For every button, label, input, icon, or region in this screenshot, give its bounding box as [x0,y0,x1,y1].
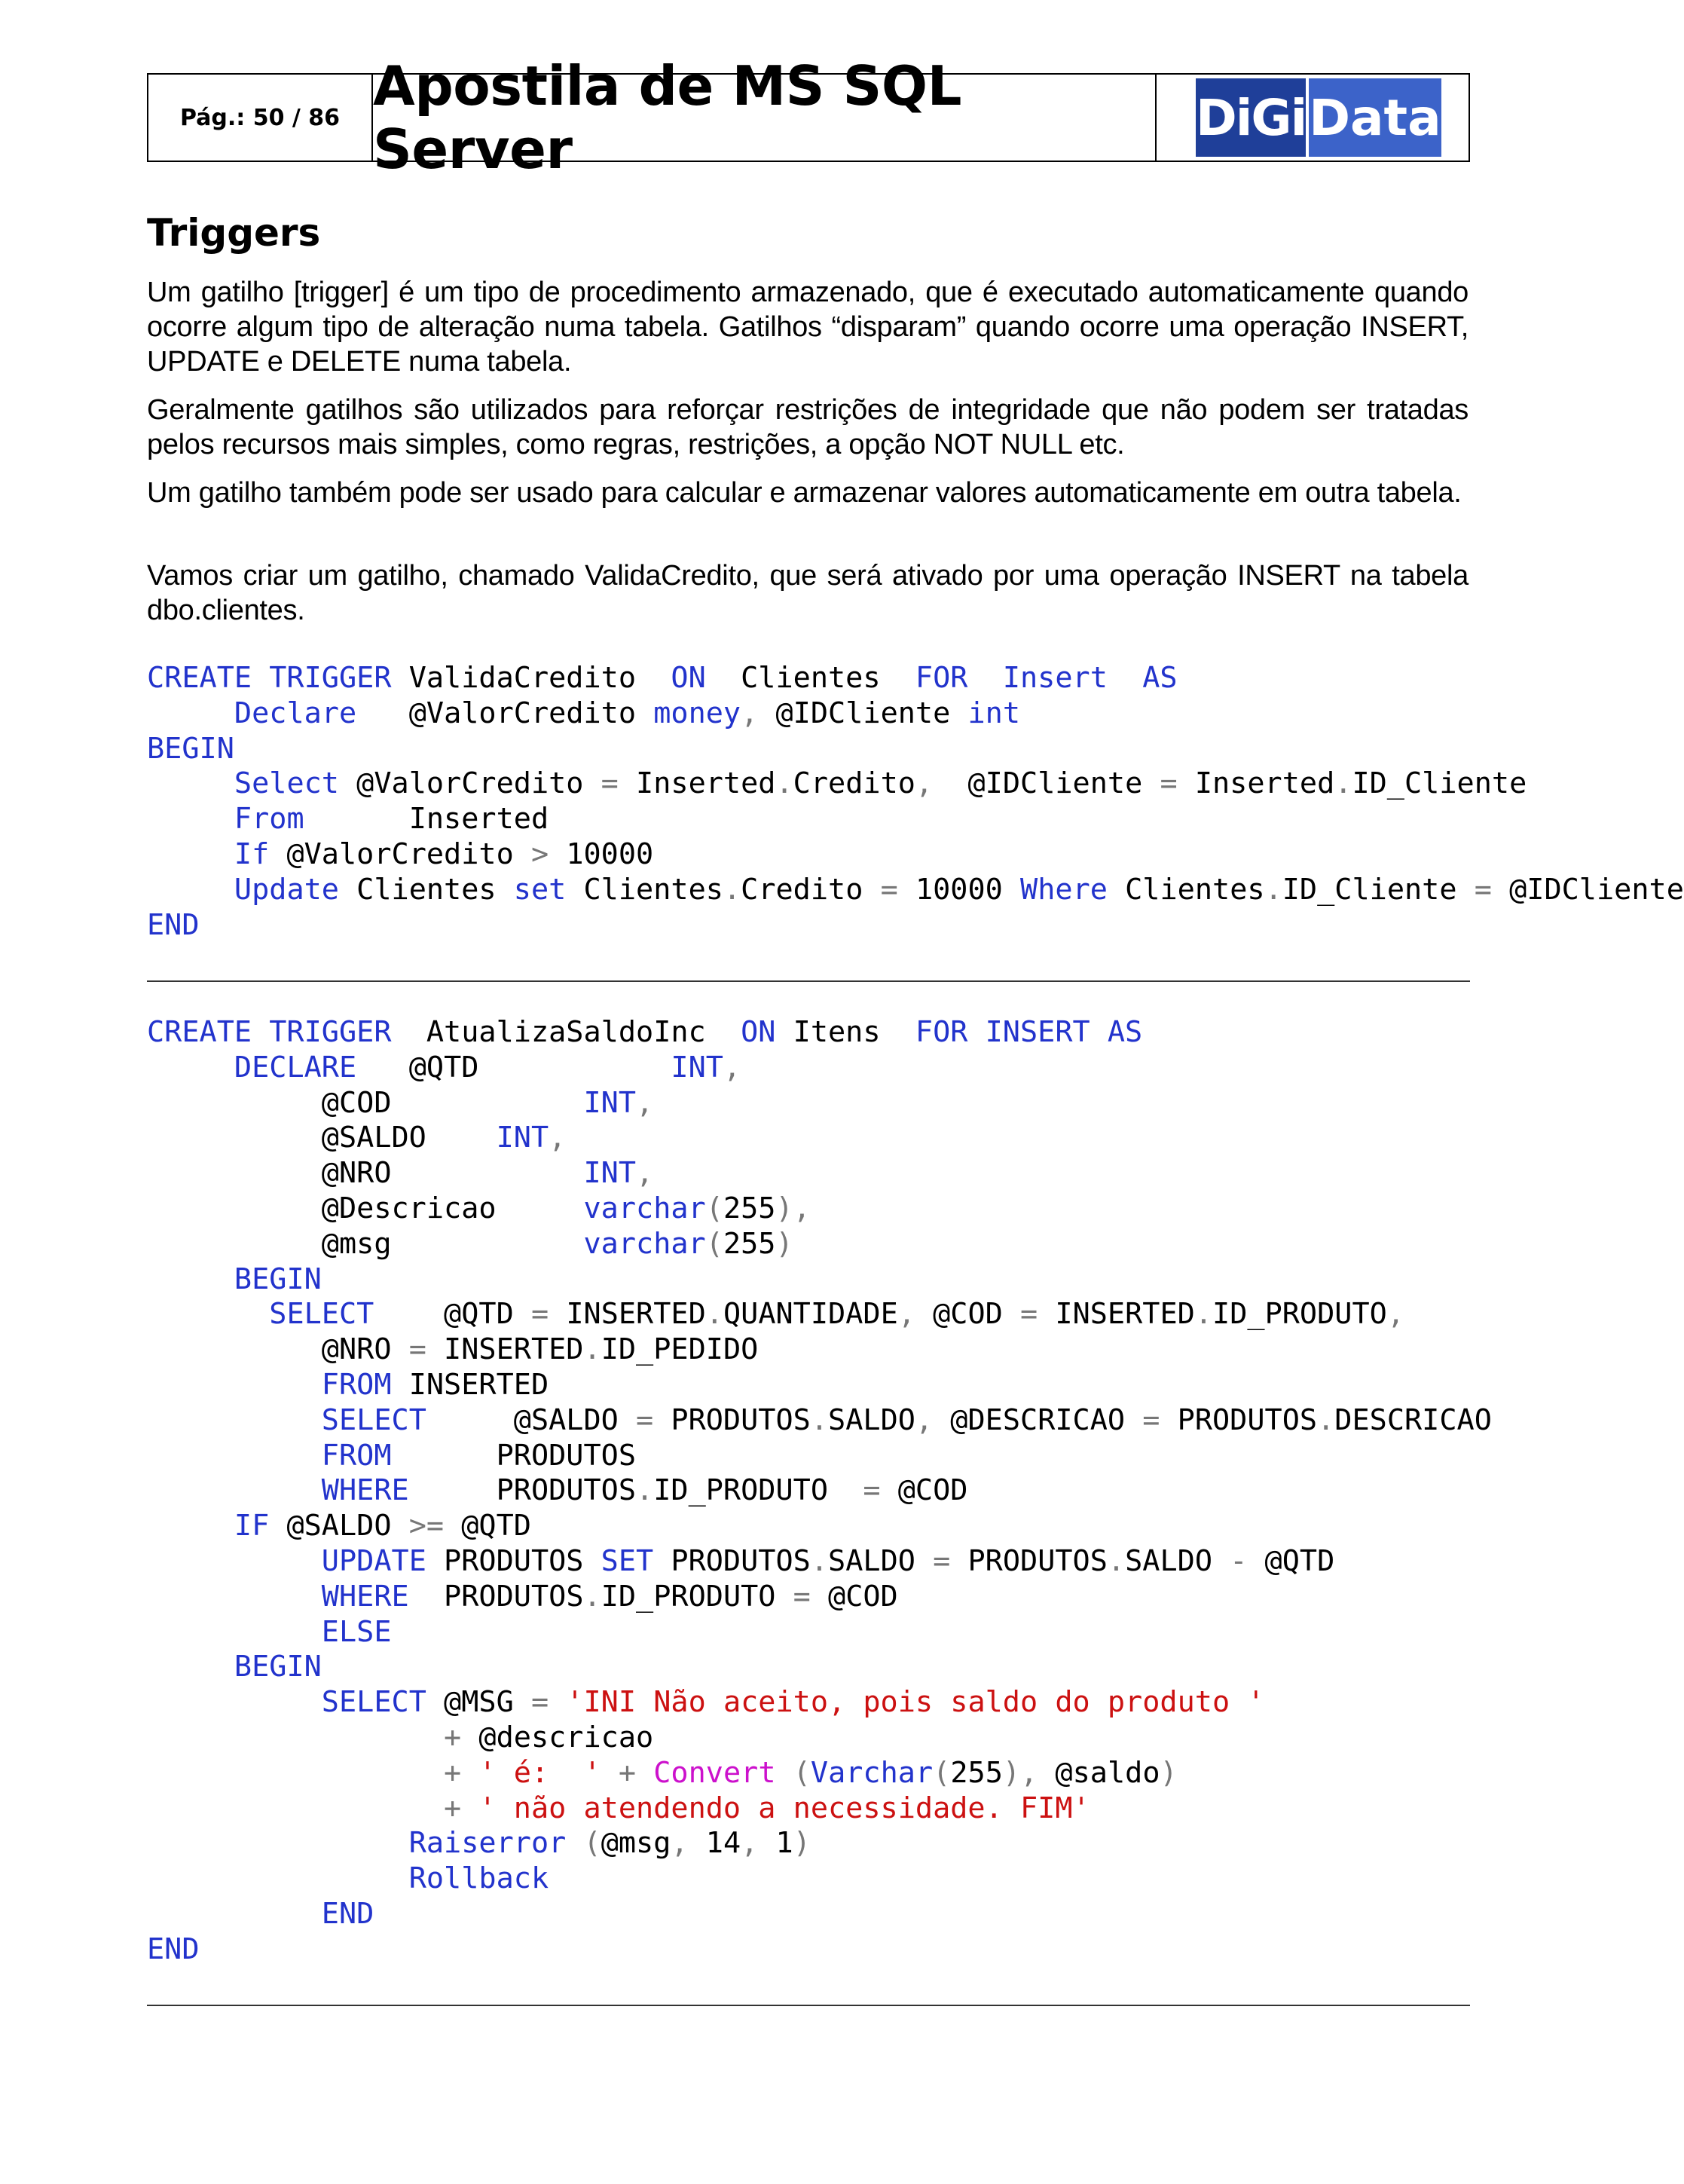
code-token: Inserted [304,802,549,837]
code-token [566,1826,583,1860]
code-token: = [408,1332,426,1367]
code-line [147,872,1684,908]
code-token: ( [793,1755,811,1790]
code-token: FROM [321,1367,392,1402]
code-token: @COD [147,1085,584,1120]
code-token: @QTD [374,1297,531,1332]
code-token: ID_Cliente [1282,872,1475,907]
code-line [147,837,1470,873]
code-token: + [444,1720,462,1754]
code-token: , [671,1826,689,1861]
code-token: IF [234,1509,270,1543]
code-token: Raiserror [408,1826,567,1861]
code-token: Clientes [566,872,723,907]
code-line [147,1051,1470,1086]
code-token [147,1580,322,1614]
code-token: @IDCliente [933,766,1160,801]
code-token [461,1791,478,1825]
code-token: PRODUTOS [391,1438,637,1473]
code-token: @COD [880,1473,968,1508]
code-token: = [933,1543,951,1578]
code-token: . [636,1473,654,1508]
code-token: 1 [758,1826,793,1861]
code-token: , [741,696,759,730]
code-token: SET [601,1543,654,1578]
code-line [147,1191,1470,1227]
code-line [147,661,1470,696]
code-token: Declare [234,696,357,730]
code-token: INT [496,1121,549,1155]
code-token [147,1861,409,1895]
code-token: Insert [1002,661,1108,695]
code-token: ), [775,1191,811,1225]
code-token: @NRO [147,1156,584,1191]
code-line [147,732,1470,767]
code-line [147,1721,1470,1756]
code-token: AS [1142,661,1178,695]
code-token: = [880,872,898,907]
code-token: varchar [583,1191,706,1225]
code-line [147,1439,1470,1474]
code-token: 'INI Não aceito, pois saldo do produto ' [566,1685,1265,1720]
code-token: , [549,1121,567,1155]
code-line [147,1685,1470,1721]
code-token: . [1194,1297,1213,1332]
code-line [147,1297,1470,1332]
code-token: @ValorCredito [356,696,654,730]
code-token: ON [741,1015,776,1049]
code-token: = [636,1402,654,1437]
divider [147,980,1470,982]
code-token: ON [671,661,706,695]
code-line [147,1544,1470,1580]
code-token: SALDO [828,1543,934,1578]
code-token: , [915,766,934,801]
code-token: BEGIN [147,731,234,766]
code-line [147,766,1527,802]
code-token: = [1474,872,1492,907]
code-token: ID_PRODUTO [601,1579,793,1614]
code-token: END [147,1932,200,1966]
code-token: 10000 [549,837,654,871]
code-token: varchar [583,1226,706,1261]
paragraph: Um gatilho também pode ser usado para calcular e armazenar valores automaticamente em outra tabela. [147,477,1462,509]
code-token: = [863,1473,881,1508]
code-token: ' é: ' [478,1755,601,1790]
code-token: Clientes [338,872,514,907]
code-token: = [1160,766,1178,801]
code-token: QUANTIDADE [723,1297,898,1332]
code-token: . [810,1402,829,1437]
code-token: INT [671,1050,723,1084]
code-token: @SALDO [269,1509,409,1543]
code-token [147,1721,444,1754]
code-token: SELECT [321,1402,426,1437]
code-token: @saldo [1038,1755,1160,1790]
code-token: AtualizaSaldoInc [391,1015,741,1049]
code-token: = [530,1297,549,1332]
code-token: . [1334,766,1352,801]
code-token: WHERE [321,1579,409,1614]
code-token [147,873,234,907]
code-token: @IDCliente [1491,872,1684,907]
code-token: PRODUTOS [653,1402,811,1437]
code-token: PRODUTOS [950,1543,1108,1578]
code-token: @msg [601,1826,671,1861]
code-line [147,1156,1470,1191]
code-line [147,1756,1470,1791]
code-token: ) [775,1226,793,1261]
code-token: @msg [147,1226,584,1261]
code-token: ValidaCredito [391,661,671,695]
code-token: = [793,1579,811,1614]
code-token: @ValorCredito [269,837,531,871]
code-token: ID_PEDIDO [601,1332,759,1367]
code-token: Update [234,872,339,907]
logo-cell [1157,75,1469,161]
code-token [147,837,234,871]
paragraph: Vamos criar um gatilho, chamado ValidaCredito, que será ativado por uma operação INSERT na tabela dbo.clientes. [147,560,1469,626]
code-token: Clientes [1107,872,1265,907]
code-token: @COD [915,1297,1021,1332]
code-token: Clientes [705,661,915,695]
code-token: + [444,1791,462,1825]
code-token: PRODUTOS [1160,1402,1318,1437]
code-token [147,1791,444,1825]
logo-text-data: Data [1306,78,1441,157]
code-token: @QTD [1247,1543,1335,1578]
code-token: PRODUTOS [408,1579,584,1614]
code-token: ID_Cliente [1352,766,1527,801]
code-line [147,1861,1470,1897]
code-line [147,1932,1470,1968]
code-token: 255 [950,1755,1003,1790]
code-token: . [723,872,741,907]
code-token: money [653,696,741,730]
code-token: INSERTED [1038,1297,1195,1332]
code-line [147,1015,1470,1051]
code-token: INT [583,1085,637,1120]
code-line [147,908,1470,944]
code-token [147,1650,234,1684]
code-token: . [705,1297,723,1332]
code-token: . [583,1579,601,1614]
code-token: ( [583,1826,601,1861]
page-number: Pág.: 50 / 86 [148,75,373,161]
code-token: 10000 [897,872,1021,907]
code-token [1108,661,1142,695]
code-token [147,1439,322,1473]
code-token: = [1142,1402,1160,1437]
code-token [147,1509,234,1543]
code-line [147,1826,1470,1861]
code-token: Inserted [1177,766,1335,801]
code-token: = [1020,1297,1038,1332]
code-token [967,661,1002,695]
code-block-validacredito [147,661,1684,943]
code-token: @QTD [356,1050,671,1084]
code-token [147,766,234,800]
code-token [147,1544,322,1578]
code-token: , [915,1402,934,1437]
code-line [147,1402,1492,1439]
code-token: @COD [810,1579,898,1614]
code-token [147,1473,322,1507]
code-token: BEGIN [234,1262,322,1296]
code-token: + [444,1755,462,1790]
code-token: SALDO [828,1402,915,1437]
code-line [147,1368,1470,1403]
code-token: ELSE [321,1614,392,1649]
code-line [147,1650,1470,1685]
code-token: ) [793,1826,811,1861]
code-token: , [636,1085,654,1120]
code-line [147,1121,1470,1156]
code-token: Inserted [618,766,776,801]
logo-text-digi: DiGi [1196,78,1306,157]
code-token: ( [705,1191,723,1225]
code-token: @SALDO [426,1402,637,1437]
code-token: Rollback [408,1861,549,1896]
code-token: . [583,1332,601,1367]
code-token: FOR [915,661,968,695]
code-token [147,1051,234,1084]
code-token: DECLARE [234,1050,357,1084]
code-token: - [1230,1543,1248,1578]
code-token: @IDCliente [758,696,968,730]
code-token [461,1756,478,1790]
code-token: CREATE TRIGGER [147,1015,392,1049]
code-line [147,1332,1470,1368]
code-token: , [897,1297,915,1332]
code-token: DESCRICAO [1334,1402,1492,1437]
code-token: . [1264,872,1282,907]
code-token: ID_PRODUTO [653,1473,863,1508]
code-token [147,802,234,836]
code-token: PRODUTOS [653,1543,811,1578]
code-token: UPDATE [321,1543,426,1578]
code-token [147,1826,409,1860]
code-token: ID_PRODUTO [1212,1297,1387,1332]
code-token: > [530,837,549,871]
code-token: >= [408,1509,445,1543]
code-token: , [723,1050,741,1084]
code-token: = [530,1685,549,1720]
code-token: Itens [775,1015,915,1049]
code-token: @Descricao [147,1191,584,1225]
code-token: ' não atendendo a necessidade. FIM' [478,1791,1090,1825]
code-token: Select [234,766,339,801]
code-token: , [636,1156,654,1191]
code-token [776,1756,793,1790]
code-line [147,1791,1470,1827]
code-token: INSERTED [426,1332,584,1367]
page-header [147,54,1470,181]
code-token: + [618,1755,637,1790]
code-line [147,1615,1470,1650]
code-token: FOR INSERT AS [915,1015,1143,1049]
code-token [601,1756,619,1790]
code-line [147,1897,1470,1932]
code-token: Convert [653,1755,776,1790]
code-token: PRODUTOS [426,1543,601,1578]
code-token: Credito [793,766,915,801]
code-token: @NRO [147,1332,409,1367]
code-token [636,1756,653,1790]
code-token [147,1897,322,1931]
code-token: BEGIN [234,1650,322,1684]
code-line [147,1473,1470,1509]
code-token: Credito [741,872,881,907]
code-token: . [810,1543,829,1578]
code-token: SALDO [1125,1543,1230,1578]
code-token: , [1386,1297,1405,1332]
code-token: . [775,766,793,801]
code-line [147,802,1470,837]
code-token: @ValorCredito [338,766,601,801]
code-token [549,1685,566,1719]
code-line [147,1086,1470,1121]
code-block-atualizasaldoinc [147,1015,1492,1968]
code-token: ( [705,1226,723,1261]
code-token: 255 [723,1226,776,1261]
code-line [147,1227,1470,1262]
code-token: . [1107,1543,1126,1578]
code-token: From [234,802,304,837]
code-token [147,1685,322,1719]
code-token: . [1317,1402,1335,1437]
section-heading: Triggers [147,211,321,255]
digidata-logo [1196,78,1441,157]
code-token: @MSG [426,1685,531,1720]
code-token: ) [1160,1755,1178,1790]
code-token [147,1368,322,1402]
code-token: END [147,907,200,942]
code-token: @QTD [444,1509,531,1543]
code-token [147,1756,444,1790]
code-token: 14 [688,1826,741,1861]
code-token: FROM [321,1438,392,1473]
code-token: CREATE TRIGGER [147,661,392,695]
code-token: INSERTED [549,1297,706,1332]
code-token: INSERTED [391,1367,549,1402]
code-token: int [967,696,1021,730]
code-line [147,1580,1470,1615]
code-token: Varchar [810,1755,934,1790]
code-line [147,1509,1470,1544]
code-token: = [601,766,619,801]
code-line [147,1262,1470,1298]
code-token: set [513,872,567,907]
code-token [147,1262,234,1296]
code-token: If [234,837,270,871]
document-title: Apostila de MS SQL Server [373,75,1157,161]
code-token: @SALDO [147,1121,497,1155]
paragraph: Geralmente gatilhos são utilizados para reforçar restrições de integridade que não podem ser tratadas pelos recursos mais simples, como regras, restrições, a opção NOT NULL etc. [147,394,1469,460]
paragraph: Um gatilho [trigger] é um tipo de procedimento armazenado, que é executado automaticamente quando ocorre algum tipo de alteração numa tabela. Gatilhos “disparam” quando ocorre uma operação INSERT, UPDATE e DELETE numa tabela. [147,277,1469,378]
divider [147,2005,1470,2006]
code-token: SELECT [269,1297,374,1332]
code-token: ( [933,1755,951,1790]
code-line [147,696,1470,732]
code-token: 255 [723,1191,776,1225]
code-token [147,1615,322,1649]
code-token: SELECT [321,1685,426,1720]
code-token: ), [1002,1755,1038,1790]
code-token: PRODUTOS [408,1473,637,1508]
code-token: END [321,1896,374,1931]
code-token: Where [1020,872,1108,907]
code-token [147,1403,322,1437]
code-token: @DESCRICAO [933,1402,1143,1437]
code-token: @descricao [461,1720,654,1754]
code-token: WHERE [321,1473,409,1508]
code-token [147,696,234,730]
code-token: INT [583,1156,637,1191]
code-token [147,1297,269,1331]
code-token: , [741,1826,759,1861]
